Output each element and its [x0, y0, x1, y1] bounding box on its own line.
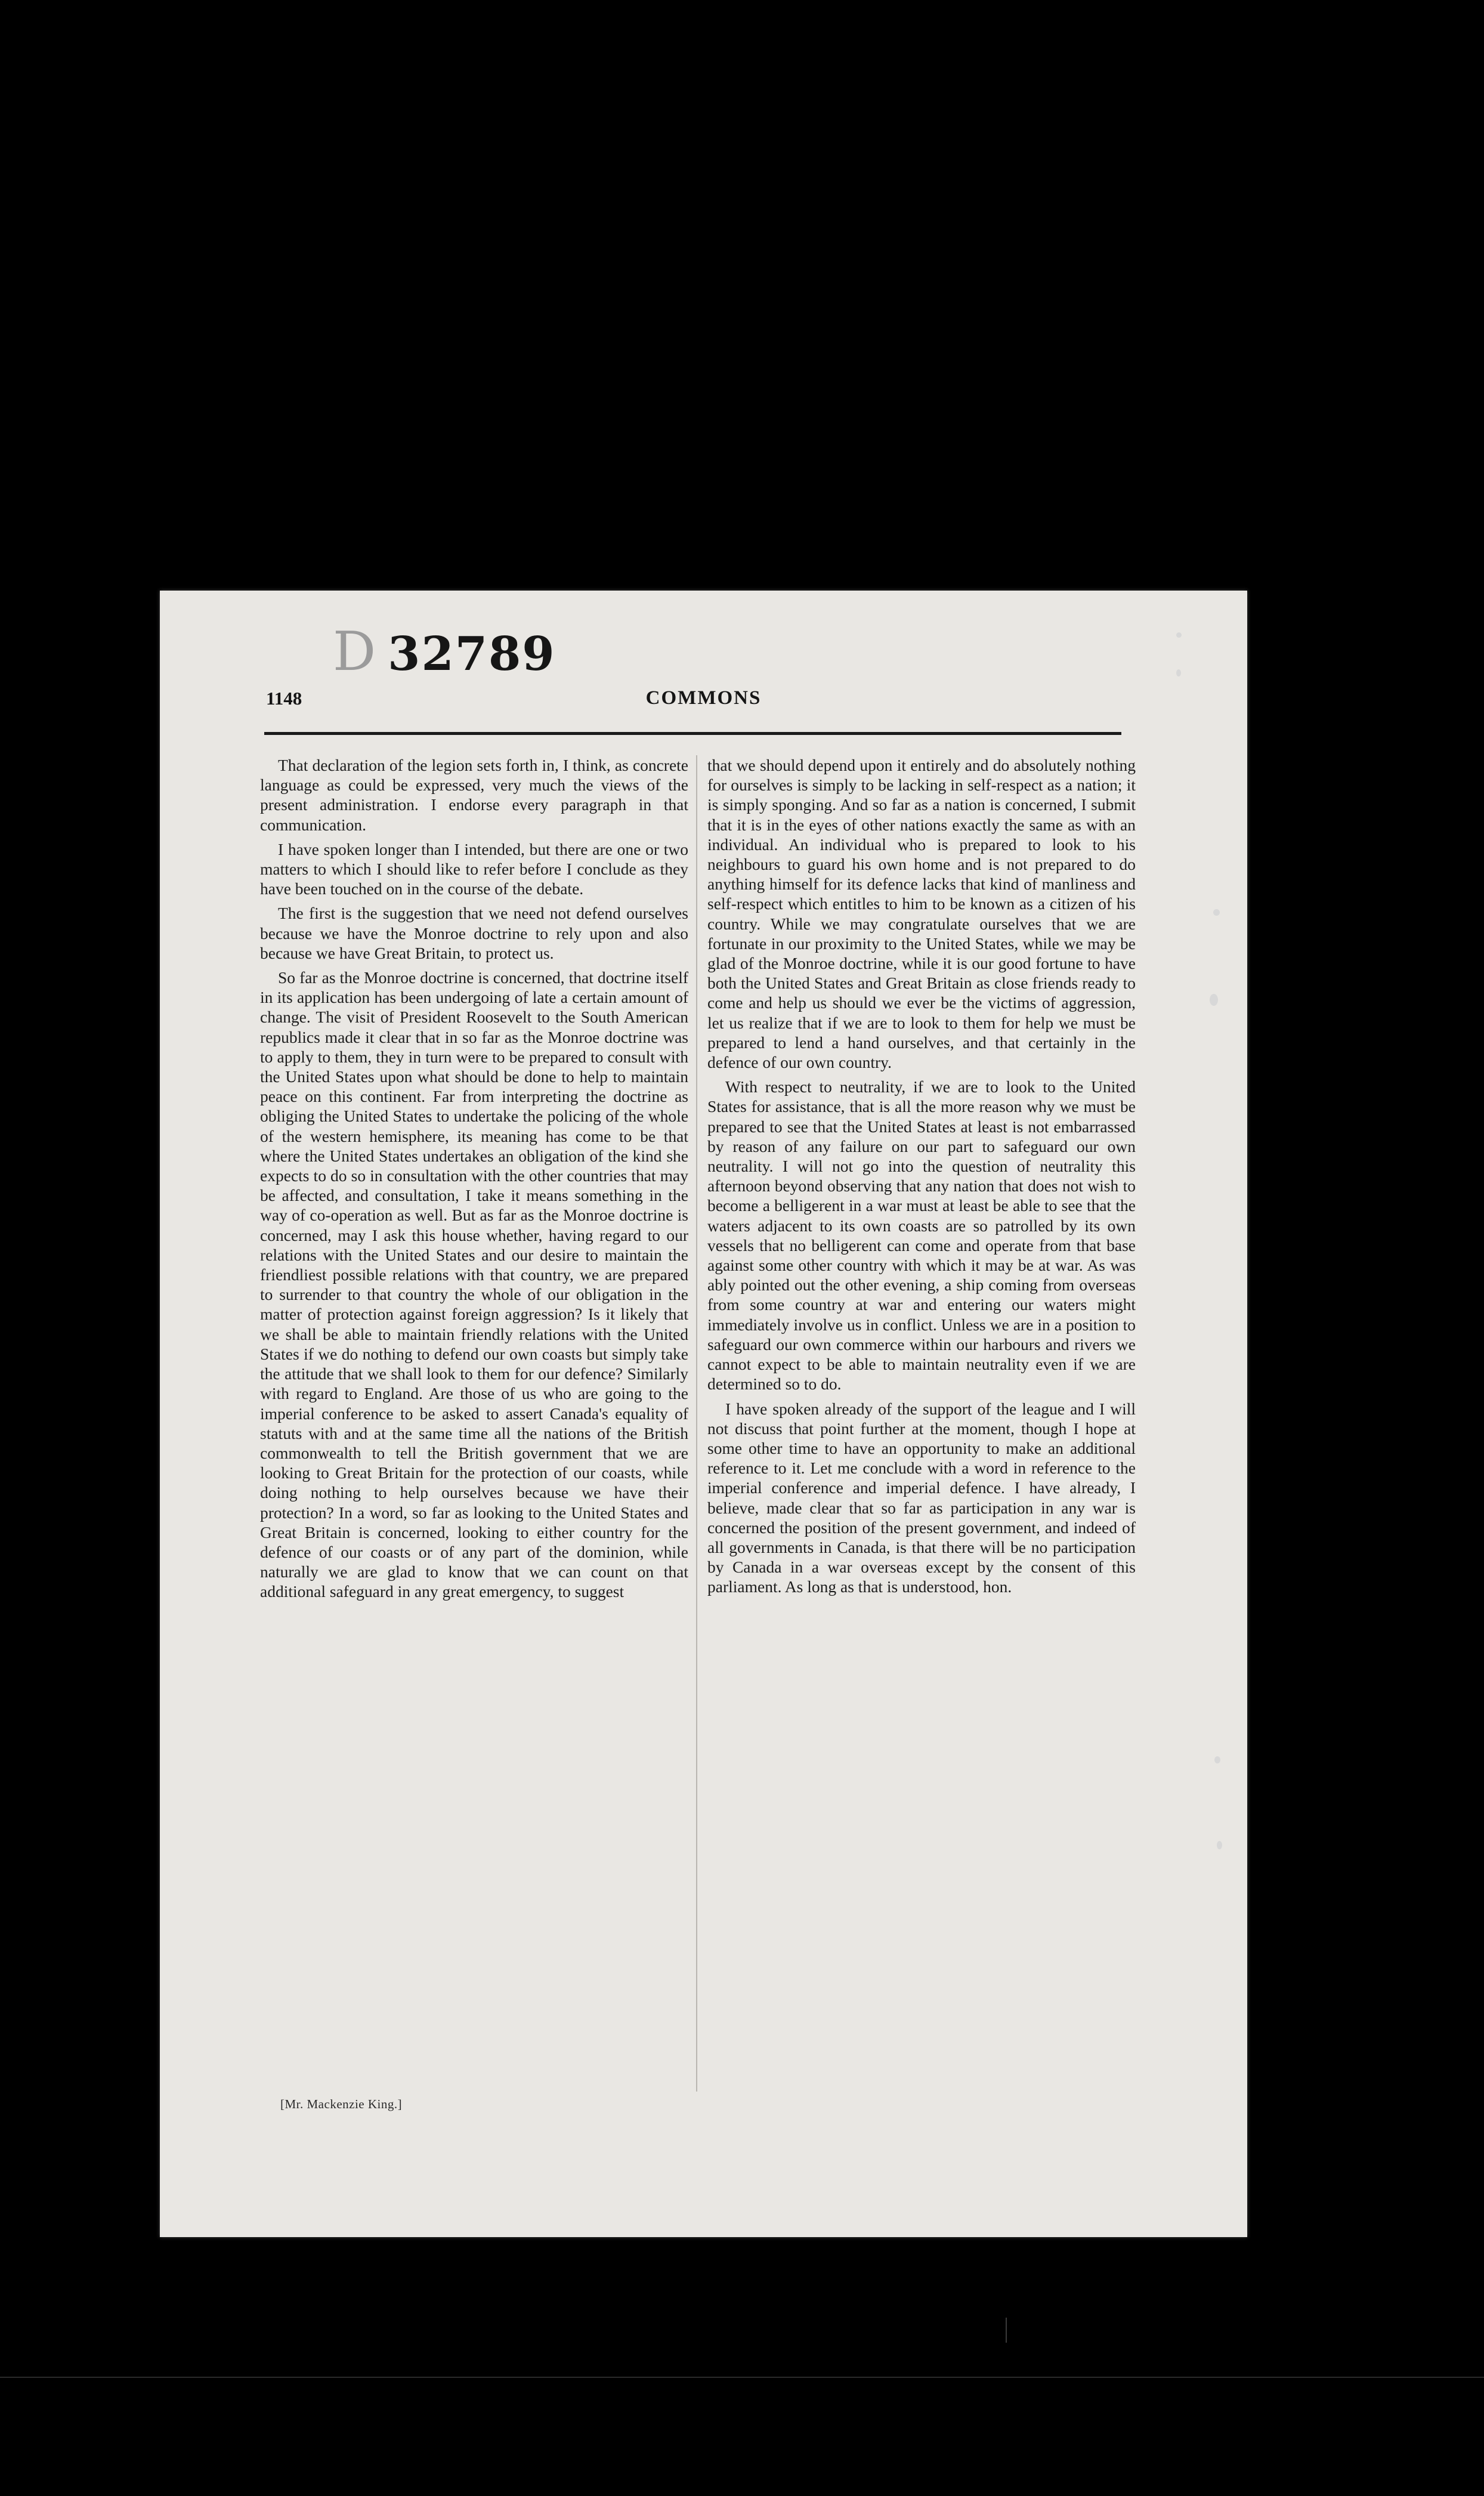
stamp-prefix: D — [333, 620, 378, 683]
scan-speck — [1213, 909, 1220, 916]
scan-mark — [1006, 2318, 1007, 2343]
column-divider — [696, 755, 697, 2092]
archive-stamp — [333, 620, 556, 683]
running-head: COMMONS — [645, 687, 762, 709]
scan-speck — [1176, 632, 1182, 638]
left-column — [260, 755, 688, 1607]
speaker-attribution: [Mr. Mackenzie King.] — [280, 2097, 403, 2111]
paragraph-continued: that we should depend upon it entirely and do absolutely nothing for ourselves is simply to be lacking in self-respect as a nation; it is simply sponging. And so far as a nation is concerned, I submit that it is in the eyes of other nations exactly the same as with an individual. An individual who is prepared to look to his neighbours to guard his own home and is not prepared to do anything himself for its defence lacks that kind of manliness and self-respect which entitles to him to be known as a citizen of his country. While we may congratulate ourselves that we are fortunate in our proximity to the United States, while we may be glad of the Monroe doctrine, while it is our good fortune to have both the United States and Great Britain as close friends ready to come and help us should we ever be the victims of aggression, let us realize that if we are to look to them for help we must be prepared to lend a hand ourselves, and that certainly in the defence of our own country. — [707, 756, 1136, 1072]
paragraph: The first is the suggestion that we need not defend ourselves because we have the Monroe doctrine to rely upon and also because we have Great Britain, to protect us. — [260, 904, 688, 962]
paragraph: That declaration of the legion sets forth in, I think, as concrete language as could be expressed, very much the views of the present administration. I endorse every paragraph in that communication. — [260, 756, 688, 834]
stamp-number: 32789 — [388, 627, 556, 681]
scan-edge-line — [0, 2377, 1484, 2378]
scan-speck — [1214, 1756, 1220, 1763]
right-column — [707, 755, 1136, 1602]
paragraph: With respect to neutrality, if we are to look to the United States for assistance, that is all the more reason why we must be prepared to see that the United States at least is not embarrassed by reason of any failure on our part to safeguard our own neutrality. I will not go into the question of neutrality this afternoon beyond observing that any nation that does not wish to become a belligerent in a war must at least be able to see that the waters adjacent to its own coasts are so patrolled by its own vessels that no belligerent can come and operate from that base against some other country with which it may be at war. As was ably pointed out the other evening, a ship coming from overseas from some country at war and entering our waters might immediately involve us in conflict. Unless we are in a position to safeguard our own commerce within our harbours and rivers we cannot expect to be able to maintain neutrality even if we are determined so to do. — [707, 1077, 1136, 1394]
scan-speck — [1176, 669, 1181, 676]
paragraph: I have spoken longer than I intended, but there are one or two matters to which I should like to refer before I conclude as they have been touched on in the course of the debate. — [260, 839, 688, 898]
document-page — [160, 591, 1247, 2237]
paragraph: I have spoken already of the support of the league and I will not discuss that point further at the moment, though I hope at some other time to have an opportunity to make an additional reference to it. Let me conclude with a word in reference to the imperial conference and imperial defence. I have already, I believe, made clear that so far as participation in any war is concerned the position of the present government, and indeed of all governments in Canada, is that there will be no participation by Canada in a war overseas except by the consent of this parliament. As long as that is understood, hon. — [707, 1399, 1136, 1596]
paragraph: So far as the Monroe doctrine is concerned, that doctrine itself in its application has been undergoing of late a certain amount of change. The visit of President Roosevelt to the South American republics made it clear that in so far as the Monroe doctrine was to apply to them, they in turn were to be prepared to consult with the United States upon what should be done to help to maintain peace on this continent. Far from interpreting the doctrine as obliging the United States to undertake the policing of the whole of the western hemisphere, its meaning has come to be that where the United States undertakes an obligation of the kind she expects to do so in consultation with the other countries that may be affected, and consultation, I take it means something in the way of co-operation as well. But as far as the Monroe doctrine is concerned, may I ask this house whether, having regard to our relations with the United States and our desire to maintain the friendliest possible relations with that country, we are prepared to surrender to that country the whole of our obligation in the matter of protection against foreign aggression? Is it likely that we shall be able to maintain friendly relations with the United States if we do nothing to defend our own coasts but simply take the attitude that we shall look to them for our defence? Similarly with regard to England. Are those of us who are going to the imperial conference to be asked to assert Canada's equality of statuts with and at the same time all the nations of the British commonwealth to tell the British government that we are looking to Great Britain for the protection of our coasts, while doing nothing to help ourselves because we have their protection? In a word, so far as looking to the United States and Great Britain is concerned, looking to either country for the defence of our coasts or of any part of the dominion, while naturally we are glad to know that we can count on that additional safeguard in any great emergency, to suggest — [260, 968, 688, 1601]
page-number: 1148 — [266, 688, 302, 709]
scan-speck — [1217, 1841, 1222, 1849]
header-rule — [264, 732, 1121, 735]
scan-speck — [1210, 994, 1218, 1006]
